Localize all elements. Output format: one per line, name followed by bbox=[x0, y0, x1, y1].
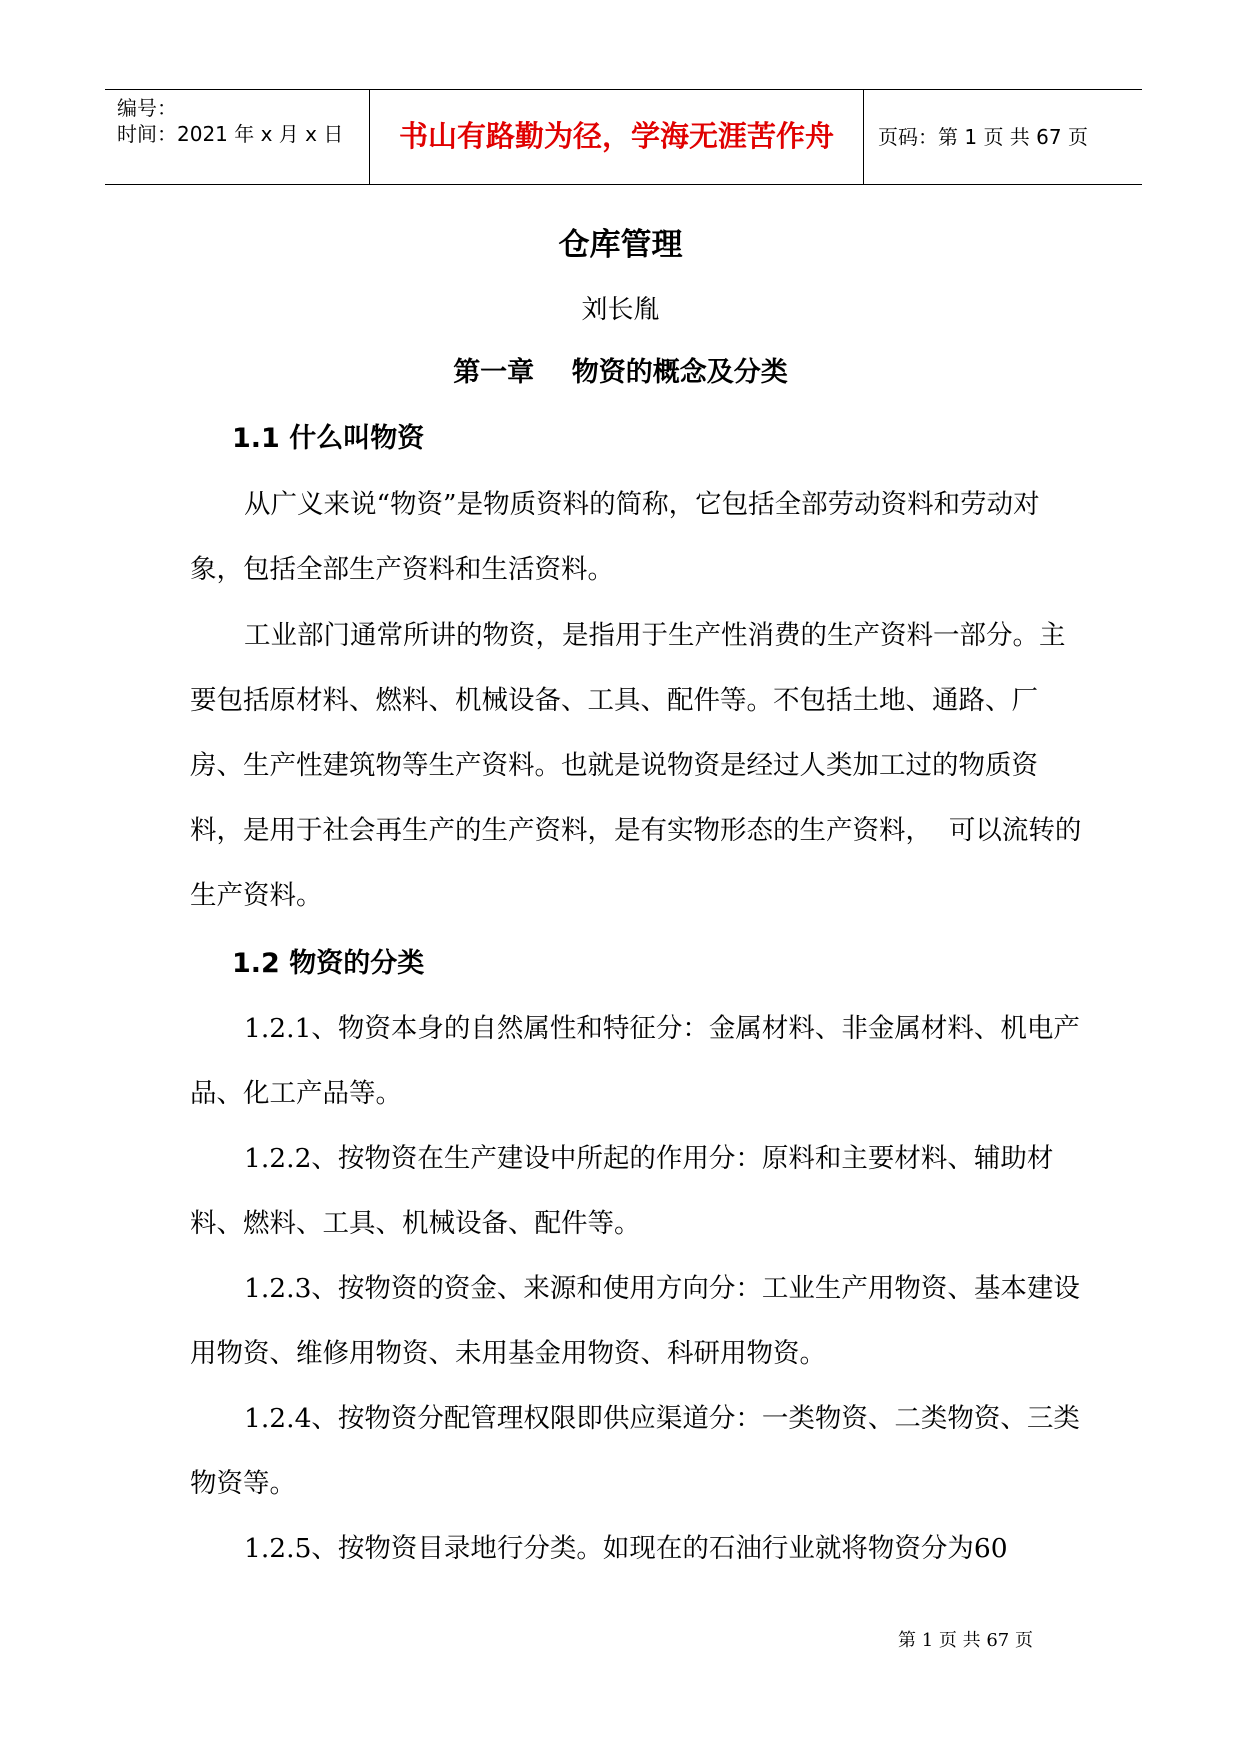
page-code: 页码：第 1 页 共 67 页 bbox=[878, 125, 1088, 149]
paragraph: 从广义来说“物资”是物质资料的简称，它包括全部劳动资料和劳动对象，包括全部生产资料和生活资料。 bbox=[190, 489, 1040, 585]
time-label: 时间：2021 年 x 月 x 日 bbox=[117, 122, 344, 146]
section-heading: 1.2 物资的分类 bbox=[232, 948, 425, 979]
document-header bbox=[105, 89, 1142, 185]
motto: 书山有路勤为径，学海无涯苦作舟 bbox=[398, 119, 834, 153]
paragraph: 1.2.4、按物资分配管理权限即供应渠道分：一类物资、二类物资、三类物资等。 bbox=[190, 1403, 1080, 1499]
document-title: 仓库管理 bbox=[558, 227, 683, 263]
chapter-heading: 第一章 物资的概念及分类 bbox=[453, 357, 788, 388]
section-heading: 1.1 什么叫物资 bbox=[232, 423, 425, 454]
paragraph: 1.2.5、按物资目录地行分类。如现在的石油行业就将物资分为60 bbox=[244, 1533, 1008, 1564]
header-page-cell bbox=[864, 90, 1142, 184]
header-motto-cell bbox=[369, 90, 864, 184]
author-name: 刘长胤 bbox=[581, 295, 660, 325]
header-info-cell bbox=[105, 90, 369, 184]
page-footer: 第 1 页 共 67 页 bbox=[898, 1630, 1033, 1651]
paragraph: 1.2.1、物资本身的自然属性和特征分：金属材料、非金属材料、机电产品、化工产品等。 bbox=[190, 1013, 1080, 1109]
paragraph: 1.2.3、按物资的资金、来源和使用方向分：工业生产用物资、基本建设用物资、维修用物资、未用基金用物资、科研用物资。 bbox=[190, 1273, 1080, 1369]
paragraph: 1.2.2、按物资在生产建设中所起的作用分：原料和主要材料、辅助材料、燃料、工具、机械设备、配件等。 bbox=[190, 1143, 1054, 1239]
number-label: 编号： bbox=[117, 96, 177, 120]
paragraph: 工业部门通常所讲的物资，是指用于生产性消费的生产资料一部分。主要包括原材料、燃料、机械设备、工具、配件等。不包括土地、通路、厂房、生产性建筑物等生产资料。也就是说物资是经过人类加工过的物质资料，是用于社会再生产的生产资料，是有实物形态的生产资料， 可以流转的生产资料。 bbox=[190, 620, 1082, 911]
